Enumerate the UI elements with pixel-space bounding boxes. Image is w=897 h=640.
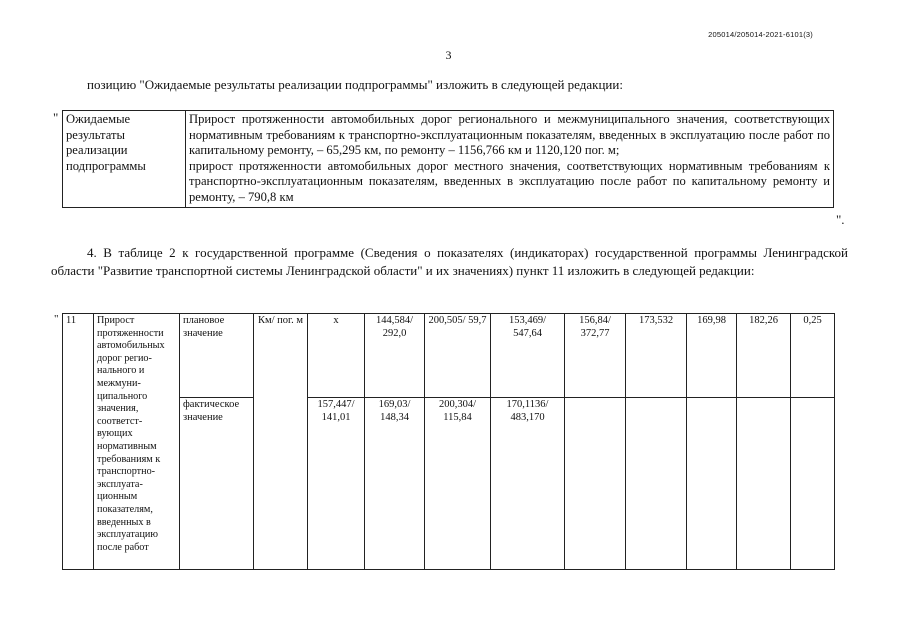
table-cell: 182,26 — [737, 314, 791, 398]
intro-text: позицию "Ожидаемые результаты реализации подпрограммы" изложить в следующей редакции: — [87, 77, 623, 92]
table-cell: 153,469/ 547,64 — [491, 314, 565, 398]
unit-label: Км/ пог. м — [257, 315, 304, 326]
indicator-name: Прирост протяженности автомобильных дорог регио-нального и межмуни-ципального значения, соответст-вующих нормативным требованиям к транспортно-эксплуата-ционным показателям, введенных в эксплуатацию после работ — [97, 315, 165, 553]
table-cell: 0,25 — [791, 314, 835, 398]
table-cell — [626, 398, 687, 570]
document-id: 205014/205014-2021-6101(3) — [708, 30, 813, 39]
table-cell: 169,03/ 148,34 — [365, 398, 425, 570]
unit-cell — [254, 314, 308, 570]
table-row — [63, 111, 834, 208]
actual-label-cell — [180, 398, 254, 570]
planned-label: плановое значение — [183, 315, 225, 339]
results-text-cell — [186, 111, 834, 208]
table-cell: х — [308, 314, 365, 398]
table-row-planned — [63, 314, 835, 398]
table2-quote-open: " — [54, 313, 59, 325]
table-cell — [687, 398, 737, 570]
table-cell — [565, 398, 626, 570]
page-number: 3 — [445, 48, 452, 62]
quote-close-mark: ". — [836, 212, 845, 227]
paragraph-4-text: 4. В таблице 2 к государственной программе (Сведения о показателях (индикаторах) государственной программы Ленинградской области "Развитие транспортной системы Ленинградской области" и их значениях) пункт 11 изложить в следующей редакции: — [51, 245, 848, 278]
table-cell: 173,532 — [626, 314, 687, 398]
table-cell: 144,584/ 292,0 — [365, 314, 425, 398]
table-cell — [737, 398, 791, 570]
planned-label-cell — [180, 314, 254, 398]
indicator-name-cell — [94, 314, 180, 570]
results-paragraph-regional: Прирост протяженности автомобильных дорог регионального и межмуниципального значения, соответствующих нормативным требованиям к транспортно-эксплуатационным показателям, введенных в эксплуатацию после работ по капитальному ремонту, – 65,295 км, по ремонту – 1156,766 км и 1120,120 пог. м; — [189, 112, 830, 158]
table-cell: 169,98 — [687, 314, 737, 398]
table-cell: 157,447/ 141,01 — [308, 398, 365, 570]
actual-label: фактическое значение — [183, 399, 240, 423]
row-number-cell — [63, 314, 94, 570]
row-number: 11 — [66, 315, 77, 326]
results-paragraph-local: прирост протяженности автомобильных дорог местного значения, соответствующих нормативным требованиям к транспортно-эксплуатационным показателям, введенных в эксплуатацию после работ по капитальному ремонту и ремонту, – 790,8 км — [189, 158, 830, 204]
results-label-cell — [63, 111, 186, 208]
table-cell: 170,1136/ 483,170 — [491, 398, 565, 570]
results-label: Ожидаемые результаты реализации подпрограммы — [66, 112, 146, 173]
table-cell: 156,84/ 372,77 — [565, 314, 626, 398]
table-cell — [791, 398, 835, 570]
table-cell: 200,304/ 115,84 — [425, 398, 491, 570]
quote-open-mark: " — [53, 110, 59, 125]
paragraph-4 — [51, 244, 848, 279]
indicator-table — [62, 313, 835, 570]
subprogram-results-table — [62, 110, 834, 208]
table-cell: 200,505/ 59,7 — [425, 314, 491, 398]
